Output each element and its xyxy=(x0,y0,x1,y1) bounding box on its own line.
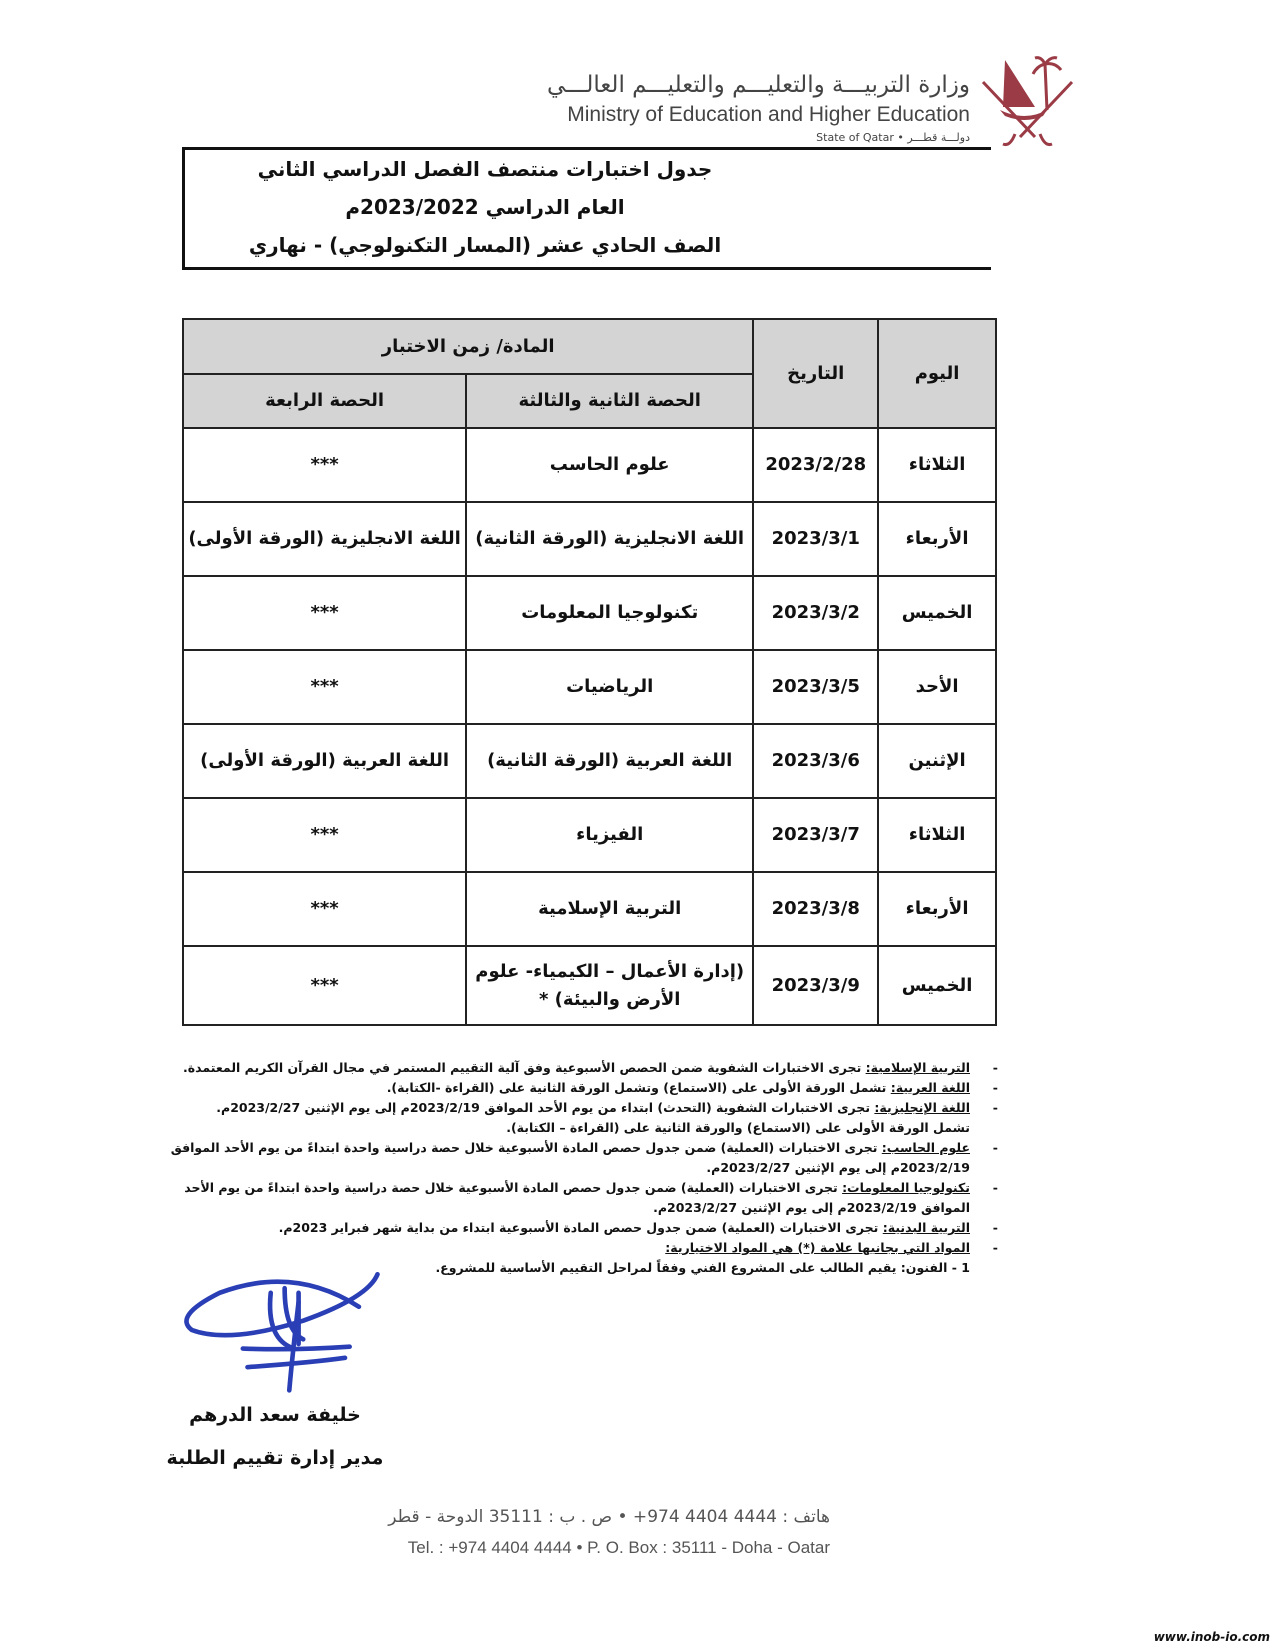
note-label: المواد التي بجانبها علامة (*) هي المواد الاختيارية: xyxy=(665,1240,970,1255)
table-row xyxy=(183,872,996,946)
note-label: التربية الإسلامية: xyxy=(865,1060,970,1075)
ministry-name-en: Ministry of Education and Higher Education xyxy=(567,103,970,126)
header-period-4: الحصة الرابعة xyxy=(183,374,466,428)
title-line-2: العام الدراسي 2023/2022م xyxy=(345,195,625,219)
title-line-1: جدول اختبارات منتصف الفصل الدراسي الثاني xyxy=(257,157,713,181)
cell-period-4: *** xyxy=(183,946,466,1025)
exam-schedule-table xyxy=(182,318,997,1026)
cell-period-2-3: اللغة الانجليزية (الورقة الثانية) xyxy=(466,502,753,576)
footer-contact-en: Tel. : +974 4404 4444 • P. O. Box : 35111 - Doha - Oatar xyxy=(407,1538,830,1557)
cell-day: الأربعاء xyxy=(878,872,996,946)
note-label: اللغة العربية: xyxy=(890,1080,970,1095)
cell-day: الأربعاء xyxy=(878,502,996,576)
note-label: اللغة الإنجليزية: xyxy=(874,1100,970,1115)
table-row xyxy=(183,650,996,724)
note-text: تشمل الورقة الأولى على (الاستماع) والورقة الثانية على (القراءة – الكتابة). xyxy=(506,1120,970,1135)
note-item xyxy=(150,1138,1000,1178)
header-day: اليوم xyxy=(878,319,996,428)
website-watermark[interactable]: www.inob-io.com xyxy=(1153,1630,1270,1644)
cell-period-4: *** xyxy=(183,428,466,502)
ministry-logo xyxy=(975,52,1080,157)
note-text: تجرى الاختبارات الشفوية ضمن الحصص الأسبوعية وفق آلية التقييم المستمر في مجال القرآن الكريم المعتمدة. xyxy=(183,1060,866,1075)
cell-period-2-3: تكنولوجيا المعلومات xyxy=(466,576,753,650)
note-label: التربية البدنية: xyxy=(882,1220,970,1235)
cell-period-2-3: التربية الإسلامية xyxy=(466,872,753,946)
note-text: تجرى الاختبارات الشفوية (التحدث) ابتداء من يوم الأحد الموافق 2023/2/19م إلى يوم الإثنين 2023/2/27م. xyxy=(216,1100,875,1115)
note-label: تكنولوجيا المعلومات: xyxy=(842,1180,970,1195)
title-box xyxy=(182,147,991,270)
cell-day: الثلاثاء xyxy=(878,798,996,872)
note-item xyxy=(150,1218,1000,1238)
cell-period-4: اللغة الانجليزية (الورقة الأولى) xyxy=(183,502,466,576)
cell-period-4: *** xyxy=(183,798,466,872)
note-item xyxy=(150,1078,1000,1098)
note-text: تجرى الاختبارات (العملية) ضمن جدول حصص المادة الأسبوعية خلال حصة دراسية واحدة ابتداءً من يوم الأحد الموافق 2023/2/19م إلى يوم الإثنين 2023/2/27م. xyxy=(170,1140,970,1175)
cell-date: 2023/3/7 xyxy=(753,798,878,872)
signatory-title: مدير إدارة تقييم الطلبة xyxy=(166,1447,384,1469)
note-item xyxy=(150,1118,1000,1138)
cell-date: 2023/3/1 xyxy=(753,502,878,576)
cell-day: الخميس xyxy=(878,946,996,1025)
cell-period-4: *** xyxy=(183,576,466,650)
cell-period-4: *** xyxy=(183,650,466,724)
cell-period-4: *** xyxy=(183,872,466,946)
note-text: 1 - الفنون: يقيم الطالب على المشروع الفني وفقاً لمراحل التقييم الأساسية للمشروع. xyxy=(435,1260,970,1275)
state-label: State of Qatar • دولـــة قطـــر xyxy=(816,131,970,144)
note-item xyxy=(150,1178,1000,1218)
note-item xyxy=(150,1058,1000,1078)
cell-day: الثلاثاء xyxy=(878,428,996,502)
signature-image xyxy=(165,1265,395,1395)
table-row xyxy=(183,576,996,650)
cell-date: 2023/3/2 xyxy=(753,576,878,650)
cell-period-2-3: علوم الحاسب xyxy=(466,428,753,502)
cell-day: الخميس xyxy=(878,576,996,650)
table-row xyxy=(183,946,996,1025)
cell-period-4: اللغة العربية (الورقة الأولى) xyxy=(183,724,466,798)
table-row xyxy=(183,428,996,502)
cell-date: 2023/2/28 xyxy=(753,428,878,502)
cell-period-2-3: الرياضيات xyxy=(466,650,753,724)
cell-date: 2023/3/9 xyxy=(753,946,878,1025)
cell-date: 2023/3/6 xyxy=(753,724,878,798)
cell-period-2-3: (إدارة الأعمال – الكيمياء- علوم الأرض والبيئة) * xyxy=(466,946,753,1025)
note-text: تجرى الاختبارات (العملية) ضمن جدول حصص المادة الأسبوعية خلال حصة دراسية واحدة ابتداءً من يوم الأحد الموافق 2023/2/19م إلى يوم الإثنين 2023/2/27م. xyxy=(184,1180,970,1215)
cell-date: 2023/3/8 xyxy=(753,872,878,946)
cell-day: الإثنين xyxy=(878,724,996,798)
table-row xyxy=(183,502,996,576)
cell-date: 2023/3/5 xyxy=(753,650,878,724)
table-row xyxy=(183,724,996,798)
cell-period-2-3: اللغة العربية (الورقة الثانية) xyxy=(466,724,753,798)
table-row xyxy=(183,798,996,872)
title-line-3: الصف الحادي عشر (المسار التكنولوجي) - نهاري xyxy=(248,233,722,257)
cell-period-2-3: الفيزياء xyxy=(466,798,753,872)
signatory-name: خليفة سعد الدرهم xyxy=(189,1404,361,1426)
note-item xyxy=(150,1238,1000,1258)
notes-list xyxy=(150,1058,1000,1278)
note-item xyxy=(150,1098,1000,1118)
ministry-name-ar: وزارة التربيـــة والتعليـــم والتعليـــم العالـــي xyxy=(546,72,970,98)
header-date: التاريخ xyxy=(753,319,878,428)
header-period-2-3: الحصة الثانية والثالثة xyxy=(466,374,753,428)
footer-contact-ar: هاتف : 4444 4404 974+ • ص . ب : 35111 الدوحة - قطر xyxy=(388,1507,830,1527)
cell-day: الأحد xyxy=(878,650,996,724)
note-text: تشمل الورقة الأولى على (الاستماع) وتشمل الورقة الثانية على (القراءة -الكتابة). xyxy=(386,1080,891,1095)
note-label: علوم الحاسب: xyxy=(881,1140,970,1155)
note-text: تجرى الاختبارات (العملية) ضمن جدول حصص المادة الأسبوعية ابتداء من بداية شهر فبراير 2023م. xyxy=(278,1220,883,1235)
header-subject-time: المادة/ زمن الاختبار xyxy=(183,319,753,374)
